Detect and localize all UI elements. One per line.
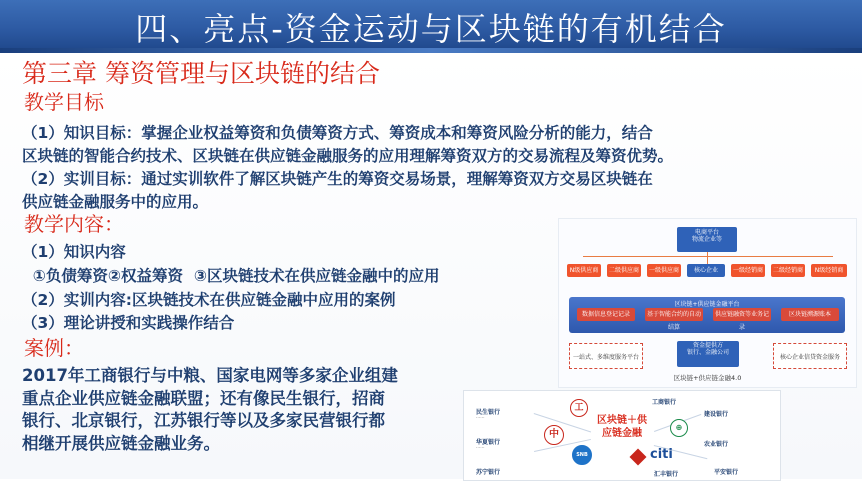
content-line: （3）理论讲授和实践操作结合 <box>22 314 235 332</box>
record-box: 数据信息登记记录 <box>577 308 635 321</box>
content-heading: 教学内容： <box>24 212 124 236</box>
case-line: 2017年工商银行与中粮、国家电网等多家企业组建 <box>22 366 398 385</box>
box-label: 资金提供方 <box>692 342 723 349</box>
bank-label: 华夏银行 <box>476 439 501 446</box>
connector <box>583 256 833 257</box>
case-line: 重点企业供应链金融联盟；还有像民生银行，招商 <box>22 389 385 408</box>
chain-node: 一级经销商 <box>731 264 765 277</box>
objectives-heading: 教学目标 <box>24 90 104 114</box>
record-box: 供应链融资等业务记录 <box>713 308 771 321</box>
agri-bank-logo-icon: ⊕ <box>670 419 688 437</box>
service-platform-box <box>569 343 643 369</box>
ecommerce-platform-box <box>677 227 737 252</box>
box-label: 电商平台 <box>694 229 719 236</box>
content-line: ①负债筹资②权益筹资 ③区块链技术在供应链金融中的应用 <box>22 267 440 285</box>
case-heading: 案例： <box>24 336 84 360</box>
supply-chain-finance-diagram <box>558 218 857 388</box>
icbc-logo-icon: 工 <box>570 399 588 417</box>
record-box: 基于智能合约的自动结算 <box>645 308 703 321</box>
chapter-title: 第三章 筹资管理与区块链的结合 <box>22 59 380 88</box>
bank-label: 建设银行 <box>704 411 729 418</box>
objective-line: （1）知识目标：掌握企业权益筹资和负债筹资方式、筹资成本和筹资风险分析的能力，结合 <box>22 124 653 142</box>
bank-label: 工商银行 <box>652 399 677 406</box>
chain-node: 二级供应商 <box>607 264 641 277</box>
bank-label: 汇丰银行 <box>654 471 679 478</box>
objective-line: （2）实训目标：通过实训软件了解区块链产生的筹资交易场景，理解筹资双方交易区块链在 <box>22 170 653 188</box>
case-line: 银行、北京银行，江苏银行等以及多家民营银行都 <box>22 411 385 430</box>
bank-of-china-logo-icon: 中 <box>544 425 564 445</box>
diagram-caption: 区块链+供应链金融4.0 <box>673 374 742 382</box>
bank-note-icon: ······ <box>476 416 485 421</box>
blockchain-finance-center <box>590 415 654 455</box>
chain-node: N级供应商 <box>567 264 601 277</box>
blockchain-platform-band <box>569 297 845 333</box>
bank-network-diagram <box>463 390 781 481</box>
slide-title: 四、亮点-资金运动与区块链的有机结合 <box>135 10 727 48</box>
box-label: 核心企业信贷资金服务 <box>779 354 840 361</box>
capital-provider-box <box>677 341 739 367</box>
citi-logo-icon: citi <box>650 447 673 462</box>
core-credit-box <box>773 343 847 369</box>
bank-label: 苏宁银行 <box>476 469 501 476</box>
objective-line: 区块链的智能合约技术、区块链在供应链金融服务的应用理解筹资双方的交易流程及筹资优势。 <box>22 147 674 165</box>
title-bar <box>0 0 862 48</box>
platform-label: 区块链+供应链金融平台 <box>674 301 740 308</box>
content-line: （2）实训内容:区块链技术在供应链金融中应用的案例 <box>22 291 396 309</box>
case-line: 相继开展供应链金融业务。 <box>22 434 220 453</box>
box-label: 一站式、多维度服务平台 <box>572 354 639 361</box>
bank-label: 平安银行 <box>714 469 739 476</box>
bank-note-icon: ······ <box>476 446 485 451</box>
connector <box>707 252 708 264</box>
content-line: （1）知识内容 <box>22 243 126 261</box>
chain-node: 二级经销商 <box>771 264 805 277</box>
center-label: 区块链＋供 <box>597 415 647 426</box>
center-label: 应链金融 <box>602 427 642 439</box>
record-box: 区块链溯源账本 <box>781 308 839 321</box>
chain-node: N级经销商 <box>811 264 847 277</box>
box-label: 物流企业等 <box>691 235 722 243</box>
bank-label: 民生银行 <box>476 409 501 416</box>
core-enterprise-node: 核心企业 <box>687 264 725 277</box>
bank-label: 农业银行 <box>704 441 729 448</box>
snb-logo-icon: SNB <box>572 445 592 465</box>
chain-node: 一级供应商 <box>647 264 681 277</box>
objective-line: 供应链金融服务中的应用。 <box>22 193 209 211</box>
box-label: 银行、金融公司 <box>686 348 729 356</box>
